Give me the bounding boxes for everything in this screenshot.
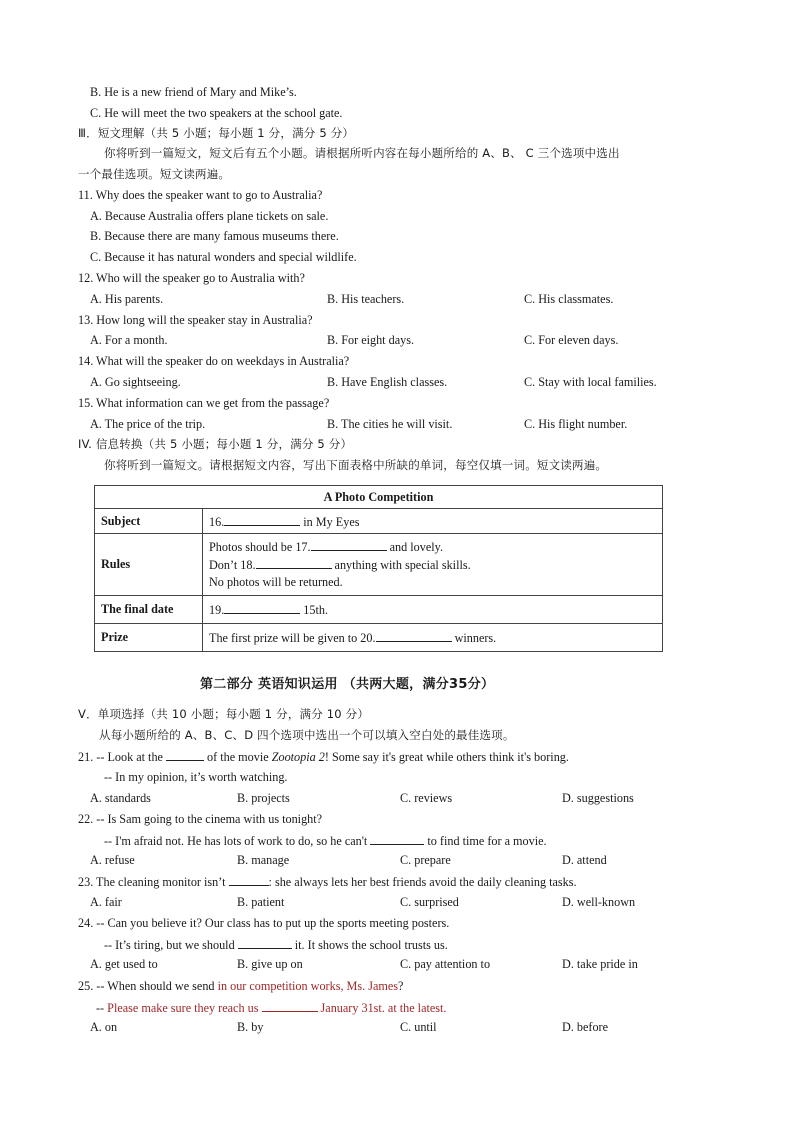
q23-line1: 23. The cleaning monitor isn’t : she always lets her best friends avoid the daily cleaning tasks.: [78, 875, 577, 889]
blank-22[interactable]: [370, 832, 424, 845]
q22-line2: -- I'm afraid not. He has lots of work to do, so he can't to find time for a movie.: [104, 834, 547, 848]
q12-stem: 12. Who will the speaker go to Australia with?: [78, 271, 305, 285]
blank-19[interactable]: [224, 601, 300, 614]
q23-option-c: C. surprised: [400, 895, 459, 909]
q25-line2: -- Please make sure they reach us January 31st. at the latest.: [96, 1001, 447, 1015]
q24-option-c: C. pay attention to: [400, 957, 491, 971]
q22-option-d: D. attend: [562, 853, 607, 867]
q15-stem: 15. What information can we get from the passage?: [78, 396, 330, 410]
q22-line1: 22. -- Is Sam going to the cinema with us tonight?: [78, 812, 323, 826]
q24-line2: -- It’s tiring, but we should it. It shows the school trusts us.: [104, 938, 448, 952]
section3-heading: Ⅲ．短文理解（共 5 小题；每小题 1 分，满分 5 分）: [78, 126, 355, 140]
q14-option-a: A. Go sightseeing.: [90, 375, 181, 389]
section4-heading: IV. 信息转换（共 5 小题；每小题 1 分，满分 5 分）: [78, 437, 353, 451]
q23-option-d: D. well-known: [562, 895, 636, 909]
final-date-label: The final date: [95, 596, 203, 624]
q23-option-a: A. fair: [90, 895, 122, 909]
blank-18[interactable]: [256, 556, 332, 569]
q21-line2: -- In my opinion, it’s worth watching.: [104, 770, 288, 784]
section3-instruction-cont: 一个最佳选项。短文读两遍。: [78, 167, 231, 181]
q13-option-a: A. For a month.: [90, 333, 168, 347]
q14-option-c: C. Stay with local families.: [524, 375, 657, 389]
q11-option-a: A. Because Australia offers plane tickets on sale.: [90, 209, 329, 223]
q24-line1: 24. -- Can you believe it? Our class has to put up the sports meeting posters.: [78, 916, 450, 930]
q25-option-c: C. until: [400, 1020, 437, 1034]
section5-heading: V．单项选择（共 10 小题；每小题 1 分，满分 10 分）: [78, 707, 370, 721]
q13-stem: 13. How long will the speaker stay in Australia?: [78, 313, 313, 327]
q10-option-c: C. He will meet the two speakers at the school gate.: [90, 106, 343, 120]
q15-option-c: C. His flight number.: [524, 417, 628, 431]
q25-line1: 25. -- When should we send in our competition works, Ms. James?: [78, 979, 404, 993]
q23-option-b: B. patient: [237, 895, 285, 909]
q25-option-a: A. on: [90, 1020, 118, 1034]
section4-instruction: 你将听到一篇短文。请根据短文内容，写出下面表格中所缺的单词，每空仅填一词。短文读两遍。: [104, 458, 608, 472]
q11-option-b: B. Because there are many famous museums there.: [90, 229, 339, 243]
final-date-cell: 19. 15th.: [203, 596, 663, 624]
blank-23[interactable]: [229, 873, 269, 886]
rules-cell: Photos should be 17. and lovely. Don’t 18. anything with special skills. No photos will be returned.: [203, 534, 663, 596]
q21-option-b: B. projects: [237, 791, 290, 805]
q15-option-b: B. The cities he will visit.: [327, 417, 453, 431]
q10-option-b: B. He is a new friend of Mary and Mike’s.: [90, 85, 297, 99]
rules-label: Rules: [95, 534, 203, 596]
blank-24[interactable]: [238, 936, 292, 949]
blank-21[interactable]: [166, 748, 204, 761]
q14-stem: 14. What will the speaker do on weekdays in Australia?: [78, 354, 350, 368]
q24-option-d: D. take pride in: [562, 957, 638, 971]
q12-option-a: A. His parents.: [90, 292, 164, 306]
q21-option-c: C. reviews: [400, 791, 453, 805]
q25-option-d: D. before: [562, 1020, 609, 1034]
q13-option-c: C. For eleven days.: [524, 333, 619, 347]
photo-competition-table: [94, 485, 663, 652]
section5-instruction: 从每小题所给的 A、B、C、D 四个选项中选出一个可以填入空白处的最佳选项。: [99, 728, 515, 742]
prize-cell: The first prize will be given to 20. winners.: [203, 624, 663, 652]
subject-label: Subject: [95, 509, 203, 534]
q21-line1: 21. -- Look at the of the movie Zootopia 2! Some say it's great while others think it's boring.: [78, 750, 569, 764]
q22-option-b: B. manage: [237, 853, 290, 867]
q22-option-a: A. refuse: [90, 853, 135, 867]
subject-cell: 16. in My Eyes: [203, 509, 663, 534]
section3-instruction: 你将听到一篇短文，短文后有五个小题。请根据所听内容在每小题所给的 A、B、 C 三个选项中选出: [104, 146, 620, 160]
prize-label: Prize: [95, 624, 203, 652]
blank-17[interactable]: [311, 538, 387, 551]
blank-20[interactable]: [376, 629, 452, 642]
q13-option-b: B. For eight days.: [327, 333, 415, 347]
table-title: A Photo Competition: [95, 486, 663, 509]
q21-option-d: D. suggestions: [562, 791, 634, 805]
q14-option-b: B. Have English classes.: [327, 375, 448, 389]
q11-stem: 11. Why does the speaker want to go to Australia?: [78, 188, 323, 202]
blank-16[interactable]: [224, 513, 300, 526]
part2-title: 第二部分 英语知识运用 （共两大题，满分35分）: [200, 677, 495, 692]
rule-3: No photos will be returned.: [209, 575, 343, 589]
q24-option-a: A. get used to: [90, 957, 158, 971]
q12-option-b: B. His teachers.: [327, 292, 405, 306]
blank-25[interactable]: [262, 999, 318, 1012]
q24-option-b: B. give up on: [237, 957, 303, 971]
q21-option-a: A. standards: [90, 791, 151, 805]
q25-option-b: B. by: [237, 1020, 264, 1034]
q11-option-c: C. Because it has natural wonders and special wildlife.: [90, 250, 357, 264]
q15-option-a: A. The price of the trip.: [90, 417, 206, 431]
q22-option-c: C. prepare: [400, 853, 451, 867]
q12-option-c: C. His classmates.: [524, 292, 614, 306]
